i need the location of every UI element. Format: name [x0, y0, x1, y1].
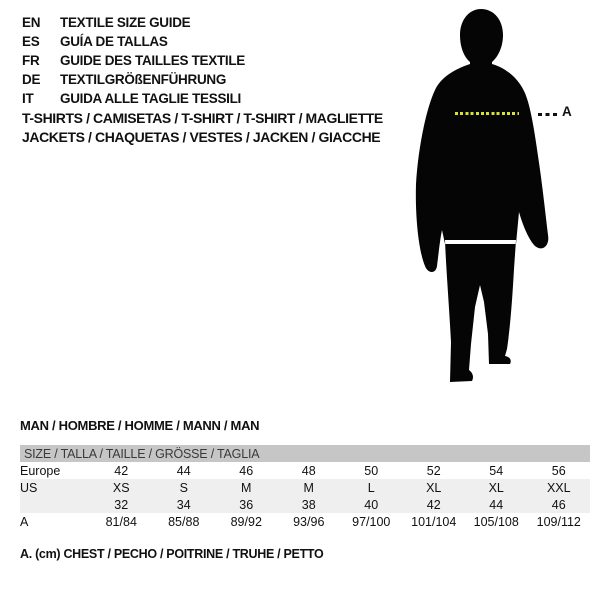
row-label: A	[20, 514, 29, 529]
cell: 109/112	[536, 514, 581, 529]
size-table	[20, 445, 590, 530]
row-label: Europe	[20, 463, 61, 478]
size-table-header: SIZE / TALLA / TAILLE / GRÖSSE / TAGLIA	[20, 445, 590, 462]
cell: 48	[301, 463, 316, 478]
cell: 97/100	[352, 514, 391, 529]
cell: 105/108	[473, 514, 519, 529]
category-jackets: JACKETS / CHAQUETAS / VESTES / JACKEN / GIACCHE	[22, 129, 381, 145]
cell: 42	[403, 496, 466, 513]
row-label	[20, 496, 90, 513]
cell: 52	[426, 463, 441, 478]
cell: 32	[90, 496, 153, 513]
cell: L	[340, 479, 403, 496]
cell: M	[278, 479, 341, 496]
cell: S	[153, 479, 216, 496]
language-row-de	[22, 70, 245, 89]
language-label: TEXTILE SIZE GUIDE	[60, 15, 191, 30]
cell: 36	[215, 496, 278, 513]
table-row-us-numeric	[20, 496, 590, 513]
chest-measure-dashed-line	[455, 112, 519, 115]
cell: 56	[551, 463, 566, 478]
cell: XS	[90, 479, 153, 496]
cell: XL	[403, 479, 466, 496]
cell: 81/84	[105, 514, 137, 529]
cell: 46	[528, 496, 591, 513]
cell: 42	[114, 463, 129, 478]
language-label: TEXTILGRÖßENFÜHRUNG	[60, 72, 227, 87]
table-row-europe	[20, 462, 590, 479]
chest-measure-footnote: A. (cm) CHEST / PECHO / POITRINE / TRUHE / PETTO	[20, 547, 324, 561]
cell: XXL	[528, 479, 591, 496]
cell: 101/104	[411, 514, 457, 529]
cell: 44	[465, 496, 528, 513]
category-tshirts: T-SHIRTS / CAMISETAS / T-SHIRT / T-SHIRT / MAGLIETTE	[22, 110, 383, 126]
cell: 85/88	[168, 514, 200, 529]
measure-leader-dashes	[538, 113, 559, 116]
section-title-man: MAN / HOMBRE / HOMME / MANN / MAN	[20, 418, 260, 433]
language-code: EN	[22, 15, 41, 30]
language-row-en	[22, 13, 245, 32]
cell: 46	[239, 463, 254, 478]
cell: 50	[364, 463, 379, 478]
cell: XL	[465, 479, 528, 496]
man-figure	[403, 4, 578, 396]
language-label: GUIDA ALLE TAGLIE TESSILI	[60, 91, 241, 106]
language-label: GUIDE DES TAILLES TEXTILE	[60, 53, 246, 68]
cell: 54	[489, 463, 504, 478]
cell: 40	[340, 496, 403, 513]
size-table-header-row	[20, 445, 590, 462]
language-code: FR	[22, 53, 40, 68]
cell: 93/96	[293, 514, 325, 529]
language-row-fr	[22, 51, 245, 70]
cell: 44	[176, 463, 191, 478]
cell: 89/92	[230, 514, 262, 529]
garment-categories	[22, 109, 383, 147]
cell: M	[215, 479, 278, 496]
cell: 38	[278, 496, 341, 513]
language-label: GUÍA DE TALLAS	[60, 34, 168, 49]
language-row-es	[22, 32, 245, 51]
cell: 34	[153, 496, 216, 513]
table-row-chest-a	[20, 513, 590, 530]
table-row-us	[20, 479, 590, 496]
man-silhouette	[403, 4, 563, 394]
language-list	[22, 13, 245, 108]
language-row-it	[22, 89, 245, 108]
measure-label-a: A	[562, 104, 572, 119]
row-label: US	[20, 479, 90, 496]
language-code: ES	[22, 34, 40, 49]
language-code: IT	[22, 91, 34, 106]
language-code: DE	[22, 72, 41, 87]
